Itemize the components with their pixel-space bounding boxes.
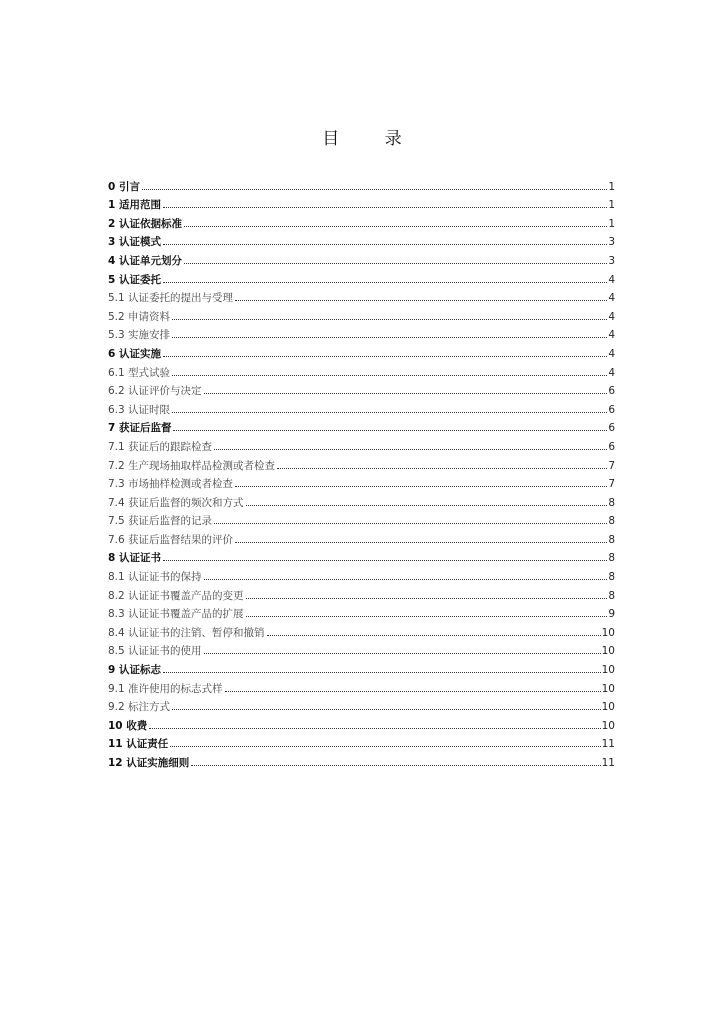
- toc-entry-page-number: 10: [601, 664, 615, 677]
- dot-leader: [191, 765, 600, 766]
- toc-entry-page-number: 6: [608, 385, 615, 398]
- dot-leader: [163, 207, 607, 208]
- toc-entry-page-number: 4: [608, 347, 615, 360]
- dot-leader: [267, 635, 601, 636]
- toc-entry[interactable]: [108, 193, 615, 212]
- toc-entry[interactable]: [108, 657, 615, 676]
- dot-leader: [170, 746, 600, 747]
- toc-entry[interactable]: [108, 230, 615, 249]
- toc-entry[interactable]: [108, 248, 615, 267]
- dot-leader: [204, 653, 601, 654]
- toc-entry-label: 3 认证模式: [108, 236, 161, 249]
- toc-entry-label: 8 认证证书: [108, 552, 161, 565]
- dot-leader: [246, 505, 608, 506]
- page-title: 目 录: [322, 129, 422, 149]
- toc-entry-page-number: 10: [601, 682, 615, 695]
- dot-leader: [235, 300, 607, 301]
- toc-entry-page-number: 11: [601, 738, 615, 751]
- toc-entry-label: 9.1 准许使用的标志式样: [108, 682, 223, 695]
- toc-entry[interactable]: [108, 397, 615, 416]
- toc-entry-label: 9.2 标注方式: [108, 701, 171, 714]
- toc-entry-page-number: 7: [608, 459, 615, 472]
- toc-entry[interactable]: [108, 267, 615, 286]
- dot-leader: [184, 263, 607, 264]
- toc-entry-label: 2 认证依据标准: [108, 217, 182, 230]
- toc-entry-label: 7 获证后监督: [108, 422, 172, 435]
- toc-entry[interactable]: [108, 286, 615, 305]
- toc-entry[interactable]: [108, 713, 615, 732]
- toc-entry-page-number: 10: [601, 645, 615, 658]
- toc-entry[interactable]: [108, 602, 615, 621]
- toc-entry-label: 5.1 认证委托的提出与受理: [108, 292, 234, 305]
- toc-entry-label: 4 认证单元划分: [108, 254, 182, 267]
- toc-entry[interactable]: [108, 564, 615, 583]
- toc-entry[interactable]: [108, 304, 615, 323]
- dot-leader: [235, 542, 607, 543]
- toc-entry[interactable]: [108, 434, 615, 453]
- toc-entry-label: 7.4 获证后监督的频次和方式: [108, 496, 244, 509]
- toc-entry[interactable]: [108, 490, 615, 509]
- dot-leader: [246, 616, 608, 617]
- toc-entry-label: 0 引言: [108, 180, 140, 193]
- dot-leader: [149, 728, 600, 729]
- toc-entry-label: 6.1 型式试验: [108, 366, 171, 379]
- toc-entry[interactable]: [108, 341, 615, 360]
- toc-entry-page-number: 8: [608, 552, 615, 565]
- toc-entry-label: 6.2 认证评价与决定: [108, 385, 202, 398]
- toc-entry-page-number: 10: [601, 626, 615, 639]
- dot-leader: [172, 412, 607, 413]
- toc-entry-label: 1 适用范围: [108, 199, 161, 212]
- toc-entry-page-number: 4: [608, 310, 615, 323]
- toc-entry-label: 8.3 认证证书覆盖产品的扩展: [108, 608, 244, 621]
- toc-entry-page-number: 6: [608, 403, 615, 416]
- toc-entry[interactable]: [108, 453, 615, 472]
- toc-entry-label: 5.3 实施安排: [108, 329, 171, 342]
- toc-entry-label: 7.3 市场抽样检测或者检查: [108, 478, 234, 491]
- dot-leader: [214, 523, 607, 524]
- dot-leader: [277, 468, 607, 469]
- toc-entry-page-number: 3: [608, 254, 615, 267]
- toc-entry[interactable]: [108, 509, 615, 528]
- toc-entry-label: 6 认证实施: [108, 347, 161, 360]
- dot-leader: [235, 486, 607, 487]
- dot-leader: [163, 244, 607, 245]
- toc-entry[interactable]: [108, 527, 615, 546]
- toc-entry-page-number: 4: [608, 366, 615, 379]
- dot-leader: [172, 337, 607, 338]
- toc-entry-label: 7.1 获证后的跟踪检查: [108, 440, 213, 453]
- toc-entry-page-number: 9: [608, 608, 615, 621]
- toc-entry[interactable]: [108, 695, 615, 714]
- toc-entry[interactable]: [108, 676, 615, 695]
- dot-leader: [172, 319, 607, 320]
- toc-entry-label: 12 认证实施细则: [108, 757, 190, 769]
- toc-entry-page-number: 11: [601, 757, 615, 769]
- toc-entry[interactable]: [108, 360, 615, 379]
- toc-entry[interactable]: [108, 750, 615, 769]
- dot-leader: [246, 598, 608, 599]
- toc-entry-label: 7.6 获证后监督结果的评价: [108, 533, 234, 546]
- toc-entry[interactable]: [108, 211, 615, 230]
- toc-entry[interactable]: [108, 174, 615, 193]
- dot-leader: [172, 709, 601, 710]
- dot-leader: [214, 449, 607, 450]
- toc-entry-page-number: 8: [608, 533, 615, 546]
- table-of-contents: [108, 174, 615, 769]
- toc-entry-label: 5.2 申请资料: [108, 310, 171, 323]
- toc-entry[interactable]: [108, 639, 615, 658]
- toc-entry[interactable]: [108, 416, 615, 435]
- dot-leader: [225, 691, 601, 692]
- toc-entry-label: 11 认证责任: [108, 738, 169, 751]
- toc-entry-page-number: 8: [608, 496, 615, 509]
- toc-entry-page-number: 6: [608, 440, 615, 453]
- toc-entry[interactable]: [108, 732, 615, 751]
- dot-leader: [163, 560, 607, 561]
- dot-leader: [163, 356, 607, 357]
- toc-entry-page-number: 10: [601, 719, 615, 732]
- toc-entry[interactable]: [108, 583, 615, 602]
- toc-entry-page-number: 7: [608, 478, 615, 491]
- toc-entry-label: 10 收费: [108, 719, 148, 732]
- toc-entry[interactable]: [108, 546, 615, 565]
- toc-entry-page-number: 4: [608, 292, 615, 305]
- toc-entry-page-number: 8: [608, 571, 615, 584]
- toc-entry-page-number: 8: [608, 515, 615, 528]
- toc-entry-label: 8.4 认证证书的注销、暂停和撤销: [108, 626, 265, 639]
- dot-leader: [184, 226, 607, 227]
- toc-entry-label: 8.2 认证证书覆盖产品的变更: [108, 589, 244, 602]
- toc-entry-label: 7.2 生产现场抽取样品检测或者检查: [108, 459, 276, 472]
- toc-entry-page-number: 1: [608, 199, 615, 212]
- toc-entry-label: 5 认证委托: [108, 273, 161, 286]
- dot-leader: [163, 282, 607, 283]
- toc-entry[interactable]: [108, 379, 615, 398]
- dot-leader: [204, 393, 608, 394]
- toc-entry-label: 6.3 认证时限: [108, 403, 171, 416]
- toc-entry-page-number: 1: [608, 180, 615, 193]
- dot-leader: [163, 672, 601, 673]
- toc-entry-label: 8.5 认证证书的使用: [108, 645, 202, 658]
- toc-entry-page-number: 3: [608, 236, 615, 249]
- dot-leader: [142, 189, 607, 190]
- toc-entry-page-number: 10: [601, 701, 615, 714]
- toc-entry-label: 9 认证标志: [108, 664, 161, 677]
- toc-entry-page-number: 4: [608, 273, 615, 286]
- dot-leader: [204, 579, 608, 580]
- dot-leader: [172, 375, 607, 376]
- toc-entry-label: 7.5 获证后监督的记录: [108, 515, 213, 528]
- dot-leader: [173, 430, 607, 431]
- toc-entry-page-number: 6: [608, 422, 615, 435]
- toc-entry[interactable]: [108, 620, 615, 639]
- toc-entry[interactable]: [108, 323, 615, 342]
- toc-entry-label: 8.1 认证证书的保持: [108, 571, 202, 584]
- toc-entry-page-number: 4: [608, 329, 615, 342]
- toc-entry-page-number: 8: [608, 589, 615, 602]
- toc-entry[interactable]: [108, 472, 615, 491]
- toc-entry-page-number: 1: [608, 217, 615, 230]
